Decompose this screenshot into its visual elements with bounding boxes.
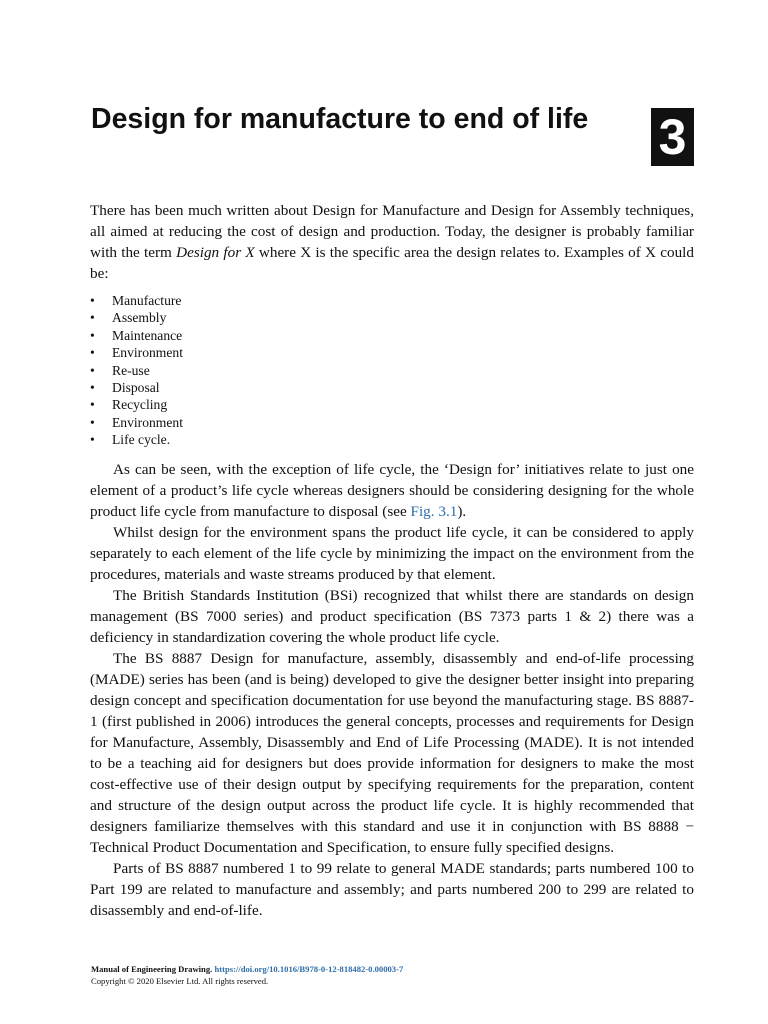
list-item: • Environment <box>90 344 694 361</box>
paragraph-bs8887: The BS 8887 Design for manufacture, assembly, disassembly and end-of-life processing (MADE) series has been (and is being) developed to give the designer better insight into preparing design concept and specification documentation for use beyond the manufacturing stage. BS 8887-1 (first published in 2006) introduces the general concepts, processes and requirements for Design for Manufacture, Assembly, Disassembly and End of Life Processing (MADE). It is not intended to be a teaching aid for designers but does provide information for designers to make the most cost-effective use of their design output by specifying requirements for the preparation, content and structure of the design output across the product life cycle. It is highly recommended that designers familiarize themselves with this standard and use it in conjunction with BS 8888 − Technical Product Documentation and Specification, to ensure fully specified designs. <box>90 649 694 856</box>
footer-citation <box>91 963 403 975</box>
paragraph-parts: Parts of BS 8887 numbered 1 to 99 relate to general MADE standards; parts numbered 100 to Part 199 are related to manufacture and assembly; and parts numbered 200 to 299 are related to disassembly and end-of-life. <box>90 859 694 919</box>
copyright-notice: Copyright © 2020 Elsevier Ltd. All rights reserved. <box>91 976 269 986</box>
list-item: • Life cycle. <box>90 431 694 448</box>
intro-paragraph <box>90 200 694 284</box>
body-text <box>90 200 694 921</box>
paragraph-bsi: The British Standards Institution (BSi) recognized that whilst there are standards on design management (BS 7000 series) and product specification (BS 7373 parts 1 & 2) there was a deficiency in standardization covering the whole product life cycle. <box>90 586 694 646</box>
intro-italic-term: Design for X <box>176 244 255 261</box>
book-title: Manual of Engineering Drawing. <box>91 964 213 974</box>
list-item: • Re-use <box>90 362 694 379</box>
doi-link[interactable]: https://doi.org/10.1016/B978-0-12-818482-0.00003-7 <box>214 964 404 974</box>
list-item: • Manufacture <box>90 292 694 309</box>
chapter-number-badge: 3 <box>651 108 694 166</box>
list-item: • Disposal <box>90 379 694 396</box>
intro-text-end: where X is the specific area the design relates to. Examples of X could be: <box>90 244 694 282</box>
list-item: • Assembly <box>90 309 694 326</box>
list-item: • Environment <box>90 414 694 431</box>
paragraph-life-cycle <box>90 459 694 522</box>
intro-text-start: There has been much written about Design for Manufacture and Design for Assembly techniques, all aimed at reducing the cost of design and production. Today, the designer is probably familiar with the term <box>90 202 694 261</box>
list-item: • Recycling <box>90 396 694 413</box>
list-item: • Maintenance <box>90 327 694 344</box>
paragraph-text: ). <box>457 502 467 520</box>
paragraph-environment: Whilst design for the environment spans the product life cycle, it can be considered to apply separately to each element of the life cycle by minimizing the impact on the environment from the procedures, materials and waste streams produced by that element. <box>90 523 694 583</box>
figure-link[interactable]: Fig. 3.1 <box>410 502 458 520</box>
design-for-x-list <box>90 292 694 449</box>
chapter-title: Design for manufacture to end of life <box>91 103 589 135</box>
paragraph-text: As can be seen, with the exception of life cycle, the ‘Design for’ initiatives relate to just one element of a product’s life cycle whereas designers should be considering designing for the whole product life cycle from manufacture to disposal (see <box>90 460 694 520</box>
footer <box>91 963 403 987</box>
